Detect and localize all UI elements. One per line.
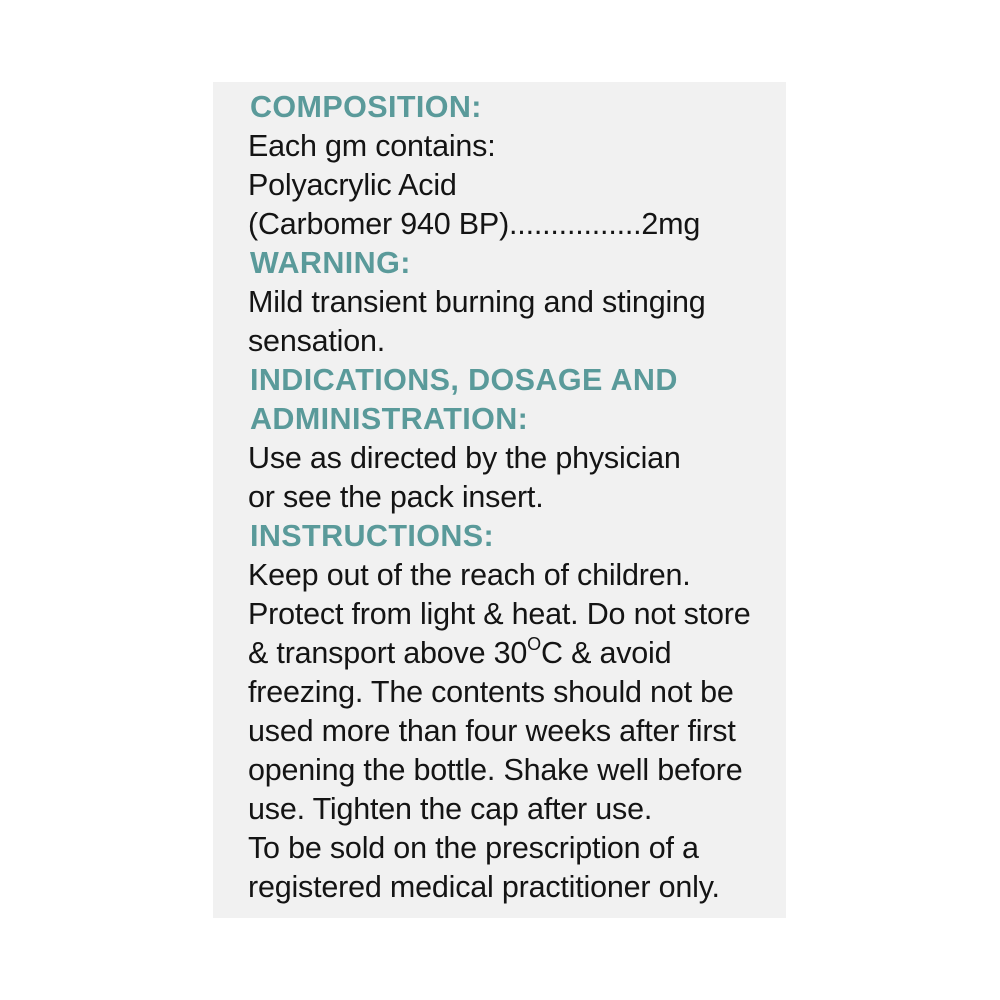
composition-line: Polyacrylic Acid	[248, 168, 457, 202]
instructions-line: opening the bottle. Shake well before	[248, 753, 743, 787]
warning-line: sensation.	[248, 324, 386, 358]
instructions-line: registered medical practitioner only.	[248, 870, 720, 904]
indications-heading: ADMINISTRATION:	[250, 402, 529, 436]
indications-line: Use as directed by the physician	[248, 441, 681, 475]
indications-line: or see the pack insert.	[248, 480, 544, 514]
instructions-line: use. Tighten the cap after use.	[248, 792, 653, 826]
medicine-label-panel	[213, 82, 786, 918]
instructions-text: C & avoid	[540, 636, 672, 670]
indications-heading: INDICATIONS, DOSAGE AND	[250, 363, 678, 397]
instructions-text: & transport above 30	[248, 636, 528, 670]
composition-heading: COMPOSITION:	[250, 90, 482, 124]
degree-superscript: O	[527, 633, 541, 654]
instructions-line: To be sold on the prescription of a	[248, 831, 699, 865]
instructions-heading: INSTRUCTIONS:	[250, 519, 495, 553]
label-content	[248, 88, 776, 907]
instructions-line: Keep out of the reach of children.	[248, 558, 691, 592]
warning-line: Mild transient burning and stinging	[248, 285, 706, 319]
instructions-line: used more than four weeks after first	[248, 714, 736, 748]
composition-line: Each gm contains:	[248, 129, 496, 163]
composition-line: (Carbomer 940 BP)................2mg	[248, 207, 701, 241]
instructions-line: freezing. The contents should not be	[248, 675, 734, 709]
instructions-line: Protect from light & heat. Do not store	[248, 597, 751, 631]
instructions-line	[248, 634, 776, 673]
warning-heading: WARNING:	[250, 246, 411, 280]
